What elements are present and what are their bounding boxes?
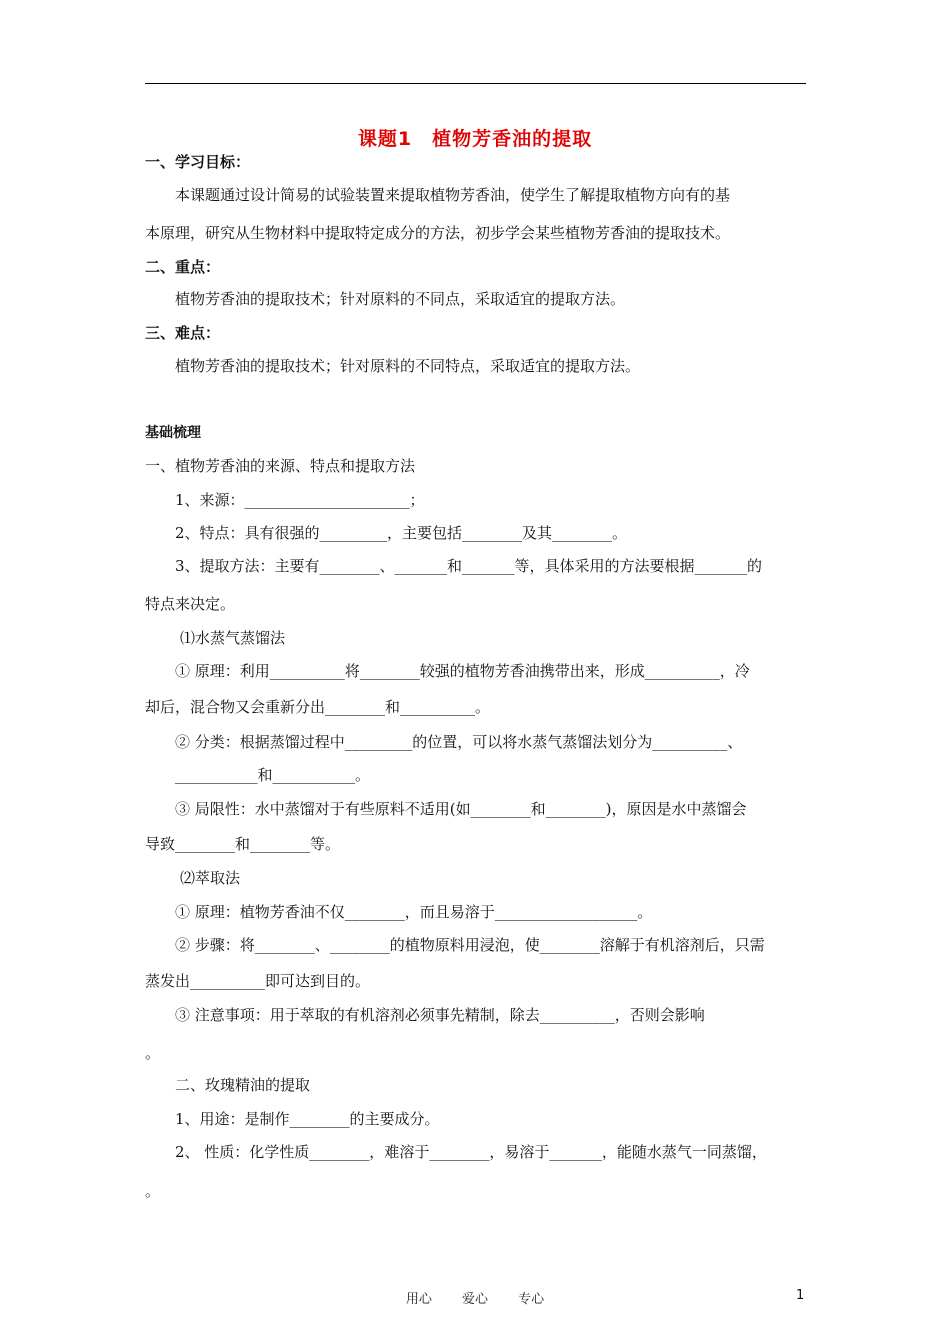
extraction-principle: ① 原理：植物芳香油不仅________，而且易溶于___________________。: [175, 903, 653, 921]
steam-principle-line-1: ① 原理：利用__________将________较强的植物芳香油携带出来，形成__________，冷: [175, 662, 750, 680]
rose-oil-properties-line-1: 2、 性质：化学性质________，难溶于________，易溶于_______，能随水蒸气一同蒸馏，: [175, 1143, 767, 1161]
steam-classification-line-1: ② 分类：根据蒸馏过程中_________的位置，可以将水蒸气蒸馏法划分为__________、: [175, 733, 743, 751]
methods-line-1: 3、提取方法：主要有________、_______和_______等，具体采用的方法要根据_______的: [175, 557, 763, 575]
objectives-line-1: 本课题通过设计简易的试验装置来提取植物芳香油，使学生了解提取植物方向有的基: [175, 186, 731, 204]
section-1-heading: 一、植物芳香油的来源、特点和提取方法: [145, 457, 416, 475]
extraction-notes-line-1: ③ 注意事项：用于萃取的有机溶剂必须事先精制，除去__________，否则会影响: [175, 1006, 705, 1024]
rose-oil-properties-line-2: 。: [145, 1182, 161, 1200]
extraction-steps-line-2: 蒸发出__________即可达到目的。: [145, 972, 371, 990]
footer-word-2: 爱心: [461, 1292, 488, 1307]
difficulties-heading: 三、难点：: [145, 324, 221, 342]
footer-word-1: 用心: [405, 1292, 432, 1307]
steam-limitation-line-2: 导致________和________等。: [145, 835, 341, 853]
extraction-heading: ⑵萃取法: [180, 869, 241, 887]
steam-principle-line-2: 却后，混合物又会重新分出________和__________。: [145, 698, 491, 716]
extraction-steps-line-1: ② 步骤：将________、________的植物原料用浸泡，使________溶解于有机溶剂后，只需: [175, 936, 765, 954]
steam-classification-line-2: ___________和___________。: [175, 766, 371, 784]
steam-limitation-line-1: ③ 局限性：水中蒸馏对于有些原料不适用(如________和________)，原因是水中蒸馏会: [175, 800, 747, 818]
extraction-notes-line-2: 。: [145, 1044, 161, 1062]
difficulties-text: 植物芳香油的提取技术；针对原料的不同特点，采取适宜的提取方法。: [175, 357, 641, 375]
page-footer: [0, 1288, 950, 1307]
steam-distillation-heading: ⑴水蒸气蒸馏法: [180, 629, 286, 647]
objectives-heading: 一、学习目标：: [145, 153, 251, 171]
section-2-heading: 二、玫瑰精油的提取: [175, 1076, 311, 1094]
key-points-heading: 二、重点：: [145, 258, 221, 276]
key-points-text: 植物芳香油的提取技术；针对原料的不同点，采取适宜的提取方法。: [175, 290, 626, 308]
page-number: 1: [796, 1288, 805, 1303]
header-rule: [145, 83, 806, 84]
basics-heading: 基础梳理: [145, 425, 201, 441]
rose-oil-use: 1、用途：是制作________的主要成分。: [175, 1110, 440, 1128]
source-line: 1、来源：______________________；: [175, 491, 425, 509]
page-title: 课题1 植物芳香油的提取: [357, 128, 593, 150]
objectives-line-2: 本原理，研究从生物材料中提取特定成分的方法，初步学会某些植物芳香油的提取技术。: [145, 224, 731, 242]
methods-line-2: 特点来决定。: [145, 595, 236, 613]
footer-word-3: 专心: [518, 1292, 545, 1307]
features-line: 2、特点：具有很强的_________，主要包括________及其________。: [175, 524, 628, 542]
